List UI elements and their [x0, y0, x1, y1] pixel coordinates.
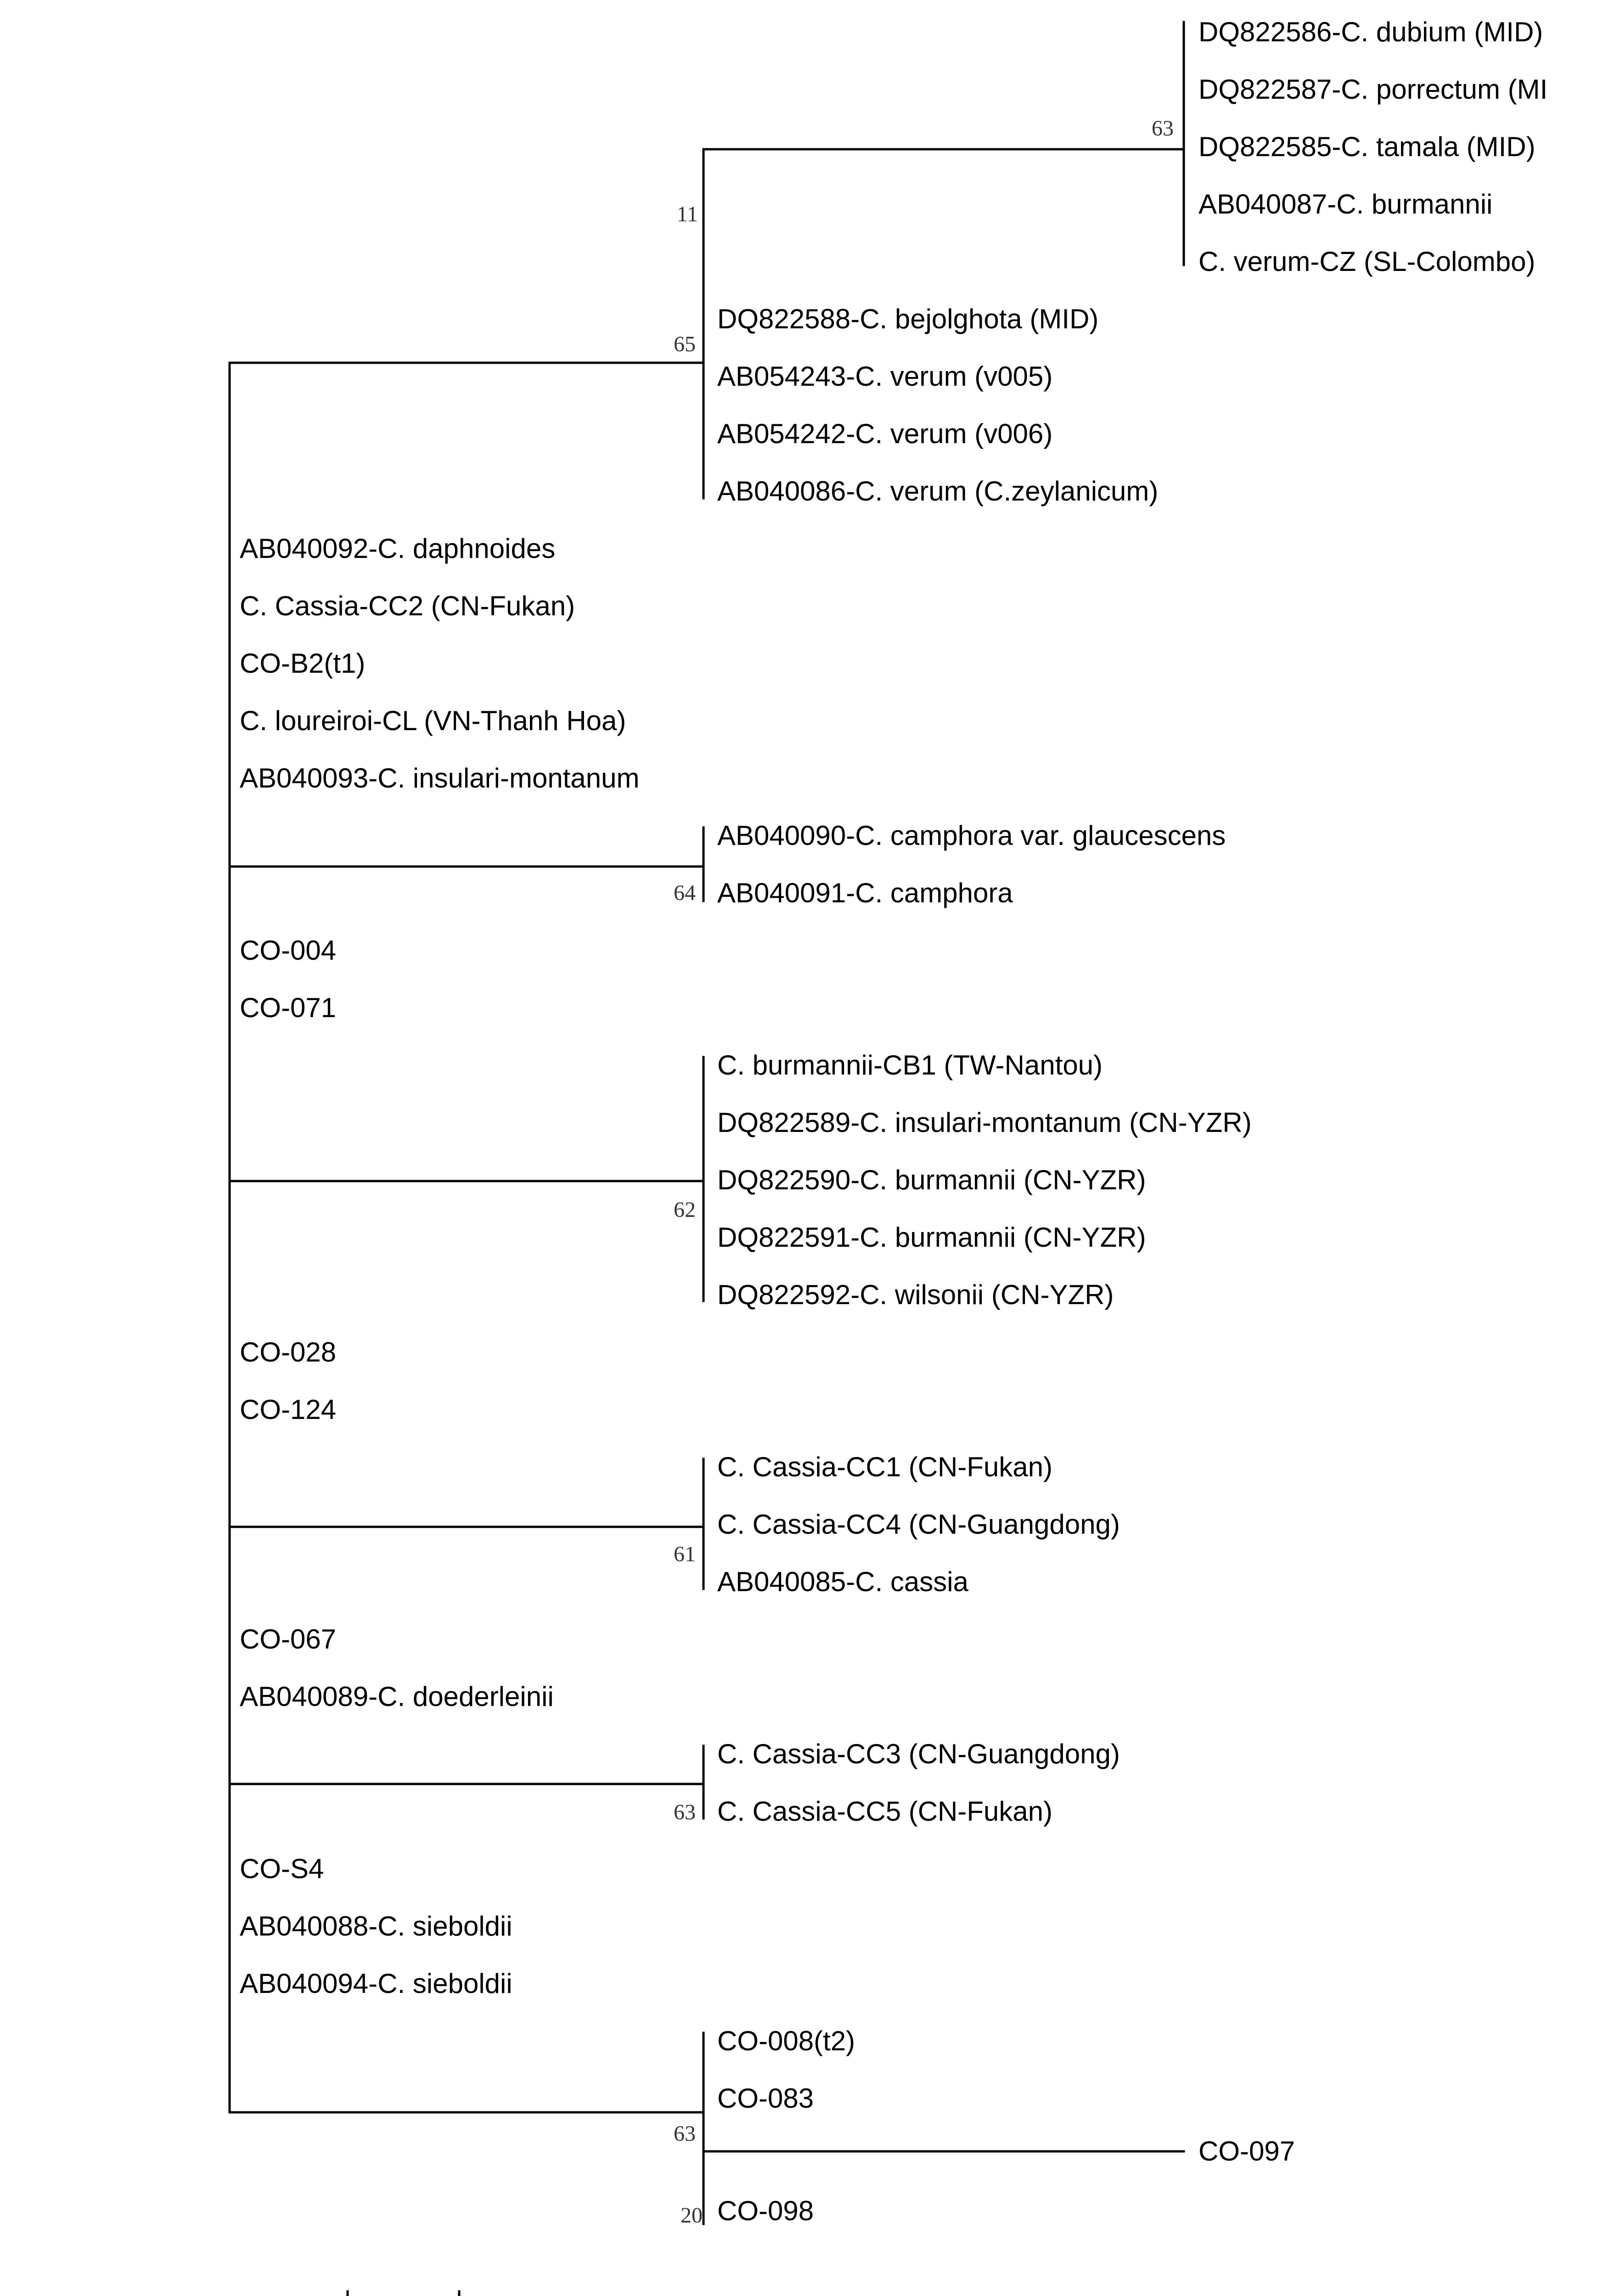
- leaf-label: AB040094-C. sieboldii: [240, 1968, 512, 1999]
- leaf-label: AB040087-C. burmannii: [1198, 189, 1493, 219]
- bootstrap-top-clade: 63: [1152, 116, 1174, 141]
- leaf-label: AB040086-C. verum (C.zeylanicum): [717, 476, 1159, 506]
- verum-clade-labels: [717, 304, 1158, 506]
- leaf-label: CO-028: [240, 1337, 337, 1367]
- leaf-label: C. Cassia-CC5 (CN-Fukan): [717, 1796, 1053, 1827]
- leaf-label: C. loureiroi-CL (VN-Thanh Hoa): [240, 705, 626, 736]
- leaf-label: CO-098: [717, 2195, 814, 2226]
- leaf-label: AB040090-C. camphora var. glaucescens: [717, 820, 1226, 851]
- bootstrap-burmannii-clade: 62: [674, 1198, 696, 1222]
- leaf-label: DQ822588-C. bejolghota (MID): [717, 304, 1099, 334]
- leaf-label: AB054242-C. verum (v006): [717, 418, 1053, 449]
- backbone-group4-labels: [240, 1624, 554, 1712]
- backbone-group3-labels: [240, 1337, 336, 1425]
- leaf-label: AB040085-C. cassia: [717, 1566, 968, 1597]
- leaf-label: AB040088-C. sieboldii: [240, 1911, 512, 1941]
- leaf-label: C. Cassia-CC1 (CN-Fukan): [717, 1452, 1053, 1482]
- bootstrap-verum-inner: 11: [676, 202, 698, 226]
- leaf-label: CO-B2(t1): [240, 648, 366, 679]
- backbone-group2-labels: [240, 935, 336, 1023]
- bootstrap-camphora-clade: 64: [674, 881, 696, 905]
- bootstrap-co-clade: 63: [674, 2122, 696, 2146]
- backbone-group1-labels: [240, 533, 639, 793]
- leaf-label: CO-083: [717, 2083, 814, 2114]
- scale-bar: [348, 2291, 459, 2296]
- leaf-label: CO-071: [240, 992, 337, 1023]
- burmannii-clade-labels: [717, 1050, 1252, 1310]
- leaf-label: AB040093-C. insulari-montanum: [240, 763, 640, 793]
- bootstrap-cassia-clade-a: 61: [674, 1542, 696, 1566]
- cassia-clade-b-labels: [717, 1739, 1120, 1827]
- leaf-label: C. Cassia-CC2 (CN-Fukan): [240, 591, 575, 621]
- backbone-group5-labels: [240, 1853, 512, 1999]
- leaf-label: C. verum-CZ (SL-Colombo): [1198, 246, 1536, 277]
- leaf-label: DQ822591-C. burmannii (CN-YZR): [717, 1222, 1146, 1253]
- leaf-label: CO-067: [240, 1624, 337, 1654]
- top-clade-labels: [1198, 17, 1547, 277]
- co-clade-labels: [717, 2026, 1295, 2226]
- leaf-label: DQ822586-C. dubium (MID): [1198, 17, 1543, 47]
- leaf-label: DQ822592-C. wilsonii (CN-YZR): [717, 1279, 1114, 1310]
- leaf-label: C. Cassia-CC3 (CN-Guangdong): [717, 1739, 1120, 1769]
- leaf-label: CO-S4: [240, 1853, 324, 1884]
- leaf-label: AB040092-C. daphnoides: [240, 533, 556, 564]
- leaf-label: DQ822587-C. porrectum (MI: [1198, 74, 1548, 105]
- leaf-label: AB040089-C. doederleinii: [240, 1681, 554, 1712]
- leaf-label: CO-097: [1198, 2136, 1295, 2167]
- bootstrap-verum-clade: 65: [674, 332, 696, 356]
- leaf-label: AB040091-C. camphora: [717, 878, 1013, 908]
- leaf-label: DQ822585-C. tamala (MID): [1198, 131, 1536, 162]
- camphora-clade-labels: [717, 820, 1226, 908]
- bootstrap-cassia-clade-b: 63: [674, 1800, 696, 1824]
- cassia-clade-a-labels: [717, 1452, 1120, 1597]
- bootstrap-co-inner: 20: [681, 2203, 703, 2228]
- leaf-label: CO-008(t2): [717, 2026, 855, 2056]
- leaf-label: CO-124: [240, 1394, 337, 1425]
- leaf-label: AB054243-C. verum (v005): [717, 361, 1053, 392]
- leaf-label: C. burmannii-CB1 (TW-Nantou): [717, 1050, 1103, 1080]
- leaf-label: CO-004: [240, 935, 337, 966]
- leaf-label: DQ822589-C. insulari-montanum (CN-YZR): [717, 1107, 1252, 1138]
- leaf-label: DQ822590-C. burmannii (CN-YZR): [717, 1165, 1146, 1195]
- leaf-label: C. Cassia-CC4 (CN-Guangdong): [717, 1509, 1120, 1540]
